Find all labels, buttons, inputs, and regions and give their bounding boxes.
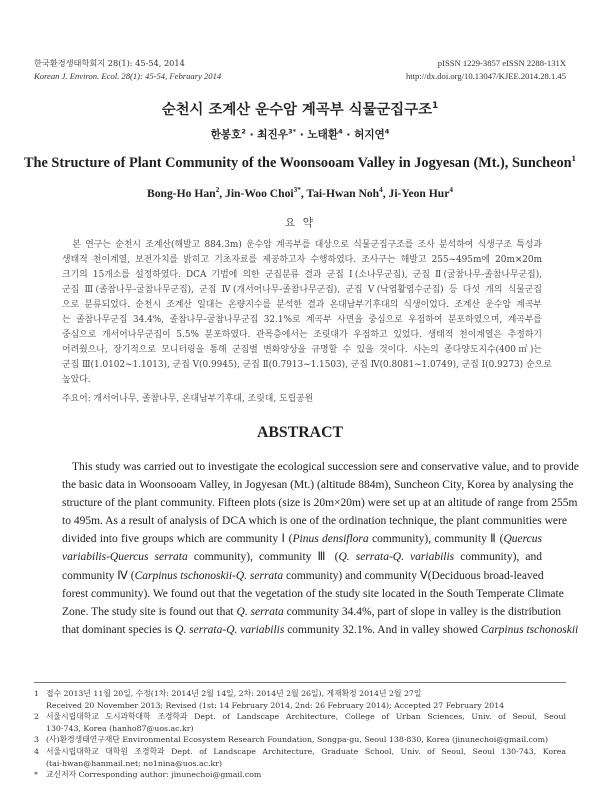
abstract-line	[62, 548, 542, 566]
korean-abstract-line: 중심으로 개서어나무군집이 5.5% 분포하였다. 관목층에서는 조릿대가 우점하고 있었다. 생태적 천이계열은 추정하기	[62, 330, 542, 340]
korean-author-list	[0, 127, 600, 142]
species-name: Q. serrata	[236, 605, 284, 618]
footnote-marker: 2	[34, 712, 39, 722]
footnote-line: 접수 2013년 11월 20일, 수정(1차: 2014년 2월 14일, 2차: 2014년 2월 26일), 게재확정 2014년 2월 27일	[46, 689, 422, 698]
species-name: Carpinus tschonoskii-Q. serrata	[134, 569, 284, 582]
footnote-marker: 4	[34, 746, 39, 756]
author-separator: ,	[382, 187, 389, 200]
korean-abstract-line: 생태적 천이계열, 보전가치를 밝히고 기초자료를 제공하고자 수행하였다. 조사구는 해발고 255~495m에 20m×20m	[62, 255, 542, 265]
author-affiliation-mark: 3*	[288, 127, 296, 136]
author-name: 최진우	[257, 129, 288, 141]
abstract-text-run: forest community). We found out that the vegetation of the study site located in the South Temperate Climate	[62, 587, 564, 600]
author-affiliation-mark: 2	[215, 186, 220, 195]
author-name: 허지연	[354, 129, 385, 141]
abstract-line	[62, 603, 562, 621]
korean-title-text: 순천시 조계산 운수암 계곡부 식물군집구조	[161, 102, 433, 118]
korean-title-footnote-mark: 1	[432, 101, 439, 112]
author-name: Bong-Ho Han	[147, 187, 216, 200]
english-abstract	[62, 458, 579, 639]
abstract-text-run: community), community Ⅲ (	[187, 551, 339, 564]
footnote-line: 교신저자 Corresponding author: jinunechoi@gmail.com	[46, 770, 262, 780]
abstract-line	[62, 476, 574, 494]
author-name: Tai-Hwan Noh	[306, 187, 380, 200]
abstract-text-run: community) and community Ⅴ(Deciduous broad-leaved	[283, 569, 544, 582]
footnote-line: 130-743, Korea (hanho87@uos.ac.kr)	[46, 723, 194, 733]
abstract-heading: ABSTRACT	[256, 424, 344, 441]
footnote-divider	[34, 682, 566, 683]
species-name: Carpinus tschonoskii	[480, 623, 579, 636]
species-name: Q. serrata-Q. variabilis	[175, 623, 285, 636]
korean-abstract-line: 군집 Ⅲ(졸참나무-굴참나무군집), 군집 Ⅳ(개서어나무-졸참나무군집), 군집 Ⅴ(낙엽활엽수군집) 등 다섯 개의 식물군집	[62, 285, 542, 295]
issn-text: pISSN 1229-3857 eISSN 2288-131X	[437, 58, 566, 68]
footnote-marker: 1	[34, 689, 39, 698]
author-separator: ·	[245, 129, 258, 141]
journal-citation	[34, 57, 221, 82]
footnote-line: (사)환경생태연구재단 Environmental Ecosystem Research Foundation, Songpa-gu, Seoul 138-830, Korea (jinunechoi@gmail.com)	[46, 735, 549, 745]
korean-abstract-line: 높았다.	[62, 375, 91, 385]
abstract-text-run: Zone. The study site is found out that	[62, 605, 237, 618]
footnote-line: 서울시립대학교 도시과학대학 조경학과 Dept. of Landscape Architecture, College of Urban Sciences, Univ. of Seoul, Seoul	[46, 712, 566, 722]
author-name: Jin-Woo Choi	[225, 187, 294, 200]
abstract-line	[62, 621, 579, 639]
korean-abstract-line: 본 연구는 순천시 조계산(해발고 884.3m) 운수암 계곡부를 대상으로 식물군집구조를 조사 분석하여 식생구조 특성과	[62, 240, 542, 250]
korean-abstract-heading: 요 약	[284, 216, 316, 229]
journal-citation-ko: 한국환경생태학회지 28(1): 45-54, 2014	[34, 58, 185, 68]
footnote-line: (tai-hwan@hanmail.net; no1nina@uos.ac.kr)	[46, 758, 223, 768]
footnote	[34, 711, 566, 734]
abstract-text-run: community 34.4%, part of slope in valley is the distribution	[283, 605, 562, 618]
abstract-line	[62, 530, 542, 548]
korean-abstract-line: 어려웠으나, 장기적으로 모니터링을 통해 군집별 변화양상을 규명할 수 있을 것이다. 사논의 종다양도지수(400㎡)는	[62, 345, 542, 355]
species-name: Q. serrata-Q. variabilis	[338, 551, 455, 564]
korean-abstract-line: 는 졸참나무군집 34.4%, 졸참나무-굴참나무군집 32.1%로 계곡부 사면을 중심으로 우점하여 분포하였으며, 계곡부를	[62, 315, 542, 325]
korean-abstract-line: 으로 분류되었다. 순천시 조계산 일대는 온량지수를 분석한 결과 온대남부기후대의 식생이었다. 조계산 운수암 계곡부	[62, 300, 542, 310]
abstract-line	[62, 512, 567, 530]
author-name: Ji-Yeon Hur	[388, 187, 450, 200]
footnote	[34, 734, 566, 746]
author-affiliation-mark: 4	[384, 127, 390, 136]
author-affiliation-mark: 2	[241, 127, 246, 136]
footnote	[34, 746, 566, 769]
author-separator: ·	[296, 129, 308, 141]
author-name: 한봉호	[210, 129, 242, 141]
abstract-text-run: community), community Ⅱ (	[368, 533, 504, 546]
english-title-text: The Structure of Plant Community of the Woonsooam Valley in Jogyesan (Mt.), Suncheon	[24, 155, 572, 171]
abstract-text-run: community), and	[454, 551, 542, 564]
keywords: 주요어: 개서어나무, 졸참나무, 온대남부기후대, 조릿대, 도립공원	[62, 394, 314, 404]
footnote-marker: *	[34, 770, 38, 780]
abstract-text-run: community Ⅳ (	[62, 569, 135, 582]
abstract-line	[62, 567, 542, 585]
author-affiliation-mark: 4	[338, 127, 343, 136]
footnotes	[34, 688, 566, 781]
abstract-text-run: community 32.1%. And in valley showed	[284, 623, 481, 636]
doi-link[interactable]: http://dx.doi.org/10.13047/KJEE.2014.28.1.45	[405, 70, 566, 81]
abstract-text-run: structure of the plant community. Fifteen plots (size is 20m×20m) were set up at an altitude of range from 255m	[62, 497, 578, 510]
english-title-footnote-mark: 1	[571, 153, 576, 164]
journal-identifiers	[406, 57, 566, 82]
abstract-line	[62, 458, 579, 476]
author-separator: ·	[342, 129, 355, 141]
author-affiliation-mark: 4	[379, 186, 383, 195]
korean-abstract	[62, 238, 552, 388]
author-separator: ,	[300, 187, 307, 200]
footnote-line: 서울시립대학교 대학원 조경학과 Dept. of Landscape Architecture, Graduate School, Univ. of Seoul, Seoul 130-743, Korea	[46, 746, 566, 756]
footnote-line: Received 20 November 2013; Revised (1st: 14 February 2014, 2nd: 26 February 2014); Accepted 27 February 2014	[46, 700, 505, 710]
abstract-text-run: This study was carried out to investigate the ecological succession sere and conservative value, and to provide	[72, 461, 579, 473]
author-affiliation-mark: 4	[449, 186, 453, 195]
korean-abstract-line: 군집 Ⅲ(1.0102~1.1013), 군집 Ⅴ(0.9945), 군집 Ⅱ(0.7913~1.1503), 군집 Ⅳ(0.8081~1.0749), 군집 Ⅰ(0.9273) 순으로	[62, 360, 552, 370]
abstract-text-run: the basic data in Woonsooam Valley, in Jogyesan (Mt.) (altitude 884m), Suncheon City, Korea by analysing the	[62, 479, 574, 492]
abstract-text-run: that dominant species is	[62, 623, 176, 636]
footnote	[34, 769, 566, 781]
species-name: Quercus	[503, 533, 542, 546]
footnote-marker: 3	[34, 735, 39, 745]
abstract-text-run: to 495m. As a result of analysis of DCA which is one of the ordination technique, the plant communities were	[62, 515, 567, 528]
english-author-list	[0, 187, 600, 200]
author-name: 노태환	[307, 129, 339, 141]
species-name: Pinus densiflora	[292, 533, 369, 546]
abstract-text-run: divided into five groups which are community Ⅰ (	[62, 533, 293, 546]
author-separator: ,	[219, 187, 226, 200]
english-title	[0, 155, 600, 172]
author-affiliation-mark: 3*	[293, 186, 301, 195]
korean-title	[0, 98, 600, 119]
korean-abstract-line: 크기의 15개소를 설정하였다. DCA 기법에 의한 군집분류 결과 군집 Ⅰ(소나무군집), 군집 Ⅱ(굴참나무-졸참나무군집),	[62, 270, 542, 280]
abstract-line	[62, 494, 578, 512]
species-name: variabilis-Quercus serrata	[62, 551, 188, 564]
footnote	[34, 688, 566, 711]
journal-citation-en: Korean J. Environ. Ecol. 28(1): 45-54, February 2014	[34, 70, 222, 81]
abstract-line	[62, 585, 564, 603]
